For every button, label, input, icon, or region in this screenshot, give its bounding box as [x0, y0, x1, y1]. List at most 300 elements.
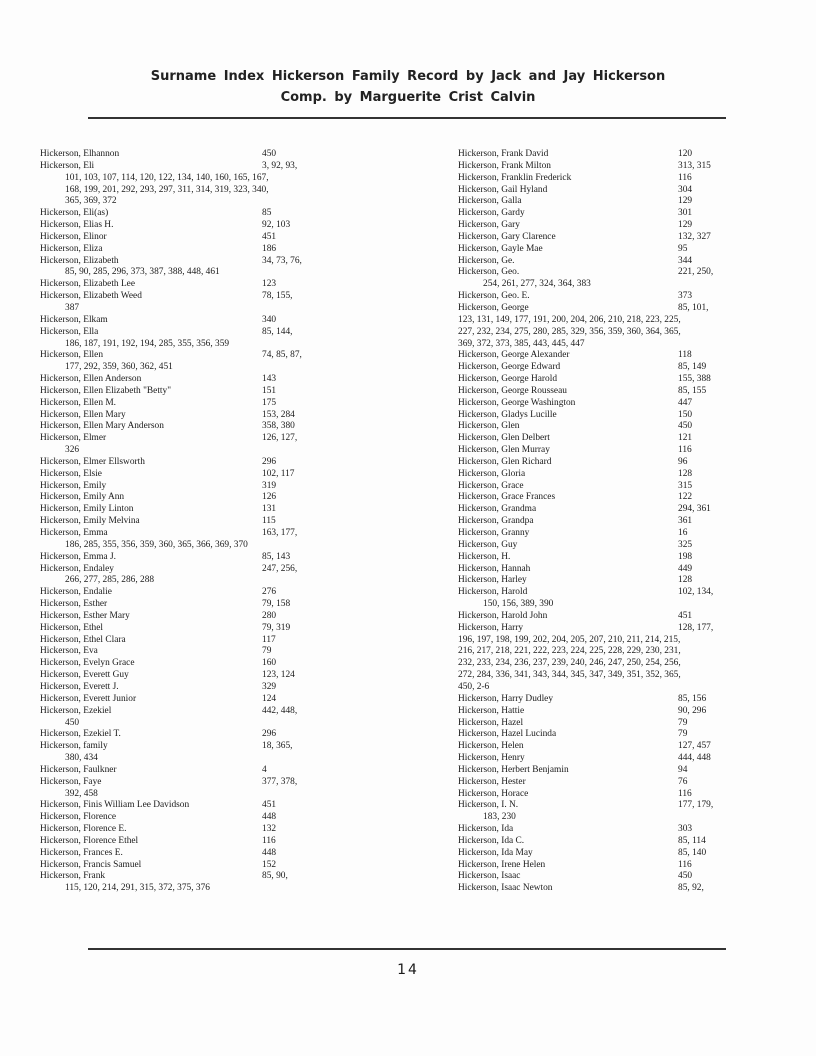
entry-name: Hickerson, Ella — [40, 326, 99, 337]
entry-name: Hickerson, Irene Helen — [458, 859, 546, 870]
index-entry — [458, 504, 740, 516]
entry-pages: 18, 365, — [262, 741, 293, 752]
entry-name: Hickerson, Ellen Elizabeth "Betty" — [40, 385, 172, 396]
index-entry — [40, 682, 340, 694]
entry-name: Hickerson, Endaley — [40, 563, 114, 574]
entry-name: Hickerson, Elinor — [40, 231, 107, 242]
header-subtitle: Comp. by Marguerite Crist Calvin — [280, 90, 536, 105]
entry-pages: 118 — [678, 350, 692, 361]
index-entry — [40, 528, 340, 540]
entry-name: Hickerson, Emily — [40, 480, 107, 491]
entry-name: Hickerson, George Edward — [458, 362, 561, 373]
entry-name: Hickerson, Hannah — [458, 563, 531, 574]
entry-pages: 198 — [678, 551, 693, 562]
entry-pages: 79, 158 — [262, 599, 291, 610]
entry-name: Hickerson, Harold — [458, 587, 528, 598]
entry-pages: 85, 140 — [678, 847, 707, 858]
index-entry — [458, 552, 740, 564]
index-entry — [458, 860, 740, 872]
index-entry — [40, 729, 340, 741]
index-entry — [40, 883, 340, 895]
entry-pages: 117 — [262, 634, 276, 645]
entry-pages: 85, 149 — [678, 362, 707, 373]
index-entry — [458, 339, 740, 351]
index-entry — [458, 492, 740, 504]
entry-name: Hickerson, H. — [458, 551, 511, 562]
index-entry — [458, 670, 740, 682]
entry-pages: 126 — [262, 492, 277, 503]
entry-name: Hickerson, Ida May — [458, 847, 533, 858]
entry-name: Hickerson, Granny — [458, 528, 530, 538]
index-entry — [40, 469, 340, 481]
entry-name: Hickerson, Galla — [458, 196, 522, 207]
entry-pages-continued: 115, 120, 214, 291, 315, 372, 375, 376 — [65, 883, 210, 894]
entry-pages: 127, 457 — [678, 741, 711, 752]
index-entry — [40, 303, 340, 315]
index-entry — [40, 339, 340, 351]
entry-pages: 325 — [678, 539, 693, 550]
top-divider — [88, 117, 726, 119]
index-entry — [40, 161, 340, 173]
entry-pages-continued: 365, 369, 372 — [65, 196, 117, 207]
entry-pages: 450 — [678, 871, 693, 882]
entry-name: Hickerson, Geo. E. — [458, 291, 530, 302]
entry-name: Hickerson, George Rousseau — [458, 385, 567, 396]
index-entry — [458, 599, 740, 611]
entry-pages-continued: 450, 2-6 — [458, 681, 490, 692]
entry-name: Hickerson, Florence Ethel — [40, 835, 139, 846]
index-entry — [458, 871, 740, 883]
entry-pages: 153, 284 — [262, 409, 295, 420]
entry-name: Hickerson, Glen Richard — [458, 456, 552, 467]
entry-name: Hickerson, Grace — [458, 480, 524, 491]
index-entry — [458, 528, 740, 540]
entry-name: Hickerson, family — [40, 741, 108, 752]
index-entry — [40, 208, 340, 220]
header-title: Surname Index Hickerson Family Record by Jack and Jay Hickerson — [150, 69, 666, 84]
entry-pages: 95 — [678, 243, 688, 254]
entry-pages-continued: 380, 434 — [65, 753, 98, 764]
entry-pages: 4 — [262, 764, 267, 775]
entry-name: Hickerson, Ellen — [40, 350, 104, 361]
entry-pages: 150 — [678, 409, 693, 420]
entry-pages: 76 — [678, 776, 688, 787]
index-entry — [458, 481, 740, 493]
index-entry — [40, 718, 340, 730]
index-entry — [40, 374, 340, 386]
entry-name: Hickerson, Emily Melvina — [40, 516, 140, 527]
entry-name: Hickerson, Emma — [40, 528, 108, 538]
index-entry — [40, 232, 340, 244]
entry-pages: 16 — [678, 528, 688, 538]
entry-name: Hickerson, Ida C. — [458, 835, 525, 846]
entry-name: Hickerson, Glen Murray — [458, 445, 550, 456]
entry-pages: 121 — [678, 433, 693, 444]
entry-pages: 85, 101, — [678, 302, 709, 313]
entry-pages: 155, 388 — [678, 374, 711, 385]
index-entry — [458, 279, 740, 291]
entry-name: Hickerson, I. N. — [458, 800, 519, 811]
entry-name: Hickerson, Frances E. — [40, 847, 123, 858]
entry-name: Hickerson, Everett J. — [40, 681, 119, 692]
entry-name: Hickerson, Harold John — [458, 610, 548, 621]
entry-name: Hickerson, Hattie — [458, 705, 525, 716]
entry-pages: 85, 143 — [262, 551, 291, 562]
entry-pages: 450 — [262, 149, 277, 159]
entry-name: Hickerson, Ezekiel T. — [40, 729, 121, 740]
index-entry — [40, 315, 340, 327]
entry-name: Hickerson, Endalie — [40, 587, 112, 598]
entry-name: Hickerson, Hazel Lucinda — [458, 729, 557, 740]
entry-pages: 85, 144, — [262, 326, 293, 337]
entry-pages-continued: 101, 103, 107, 114, 120, 122, 134, 140, 160, 165, 167, — [65, 172, 269, 183]
index-entry — [458, 410, 740, 422]
entry-name: Hickerson, Gail Hyland — [458, 184, 548, 195]
index-entry — [40, 670, 340, 682]
entry-pages: 94 — [678, 764, 688, 775]
index-entry — [458, 587, 740, 599]
entry-pages-continued: 186, 285, 355, 356, 359, 360, 365, 366, 369, 370 — [65, 539, 248, 550]
entry-pages: 163, 177, — [262, 528, 298, 538]
index-entry — [40, 421, 340, 433]
entry-pages: 74, 85, 87, — [262, 350, 302, 361]
entry-name: Hickerson, Eliza — [40, 243, 103, 254]
entry-pages: 116 — [262, 835, 276, 846]
entry-pages-continued: 216, 217, 218, 221, 222, 223, 224, 225, 228, 229, 230, 231, — [458, 646, 681, 657]
entry-pages: 132 — [262, 824, 277, 835]
entry-name: Hickerson, Horace — [458, 788, 529, 799]
index-entry — [458, 753, 740, 765]
entry-pages: 96 — [678, 456, 688, 467]
index-entry — [40, 291, 340, 303]
entry-name: Hickerson, Geo. — [458, 267, 520, 278]
entry-pages: 123 — [262, 279, 277, 290]
index-entry — [40, 706, 340, 718]
entry-pages: 90, 296 — [678, 705, 707, 716]
entry-name: Hickerson, George Harold — [458, 374, 558, 385]
index-entry — [40, 196, 340, 208]
index-entry — [458, 718, 740, 730]
entry-name: Hickerson, Hester — [458, 776, 526, 787]
entry-name: Hickerson, Ellen Anderson — [40, 374, 142, 385]
entry-name: Hickerson, Elkam — [40, 314, 108, 325]
entry-name: Hickerson, Frank Milton — [458, 160, 551, 171]
entry-pages: 85, 92, — [678, 883, 704, 894]
entry-name: Hickerson, Ellen Mary — [40, 409, 126, 420]
index-entry — [458, 232, 740, 244]
entry-pages-continued: 272, 284, 336, 341, 343, 344, 345, 347, 349, 351, 352, 365, — [458, 670, 681, 681]
entry-pages: 152 — [262, 859, 277, 870]
index-entry — [40, 777, 340, 789]
entry-pages: 247, 256, — [262, 563, 298, 574]
index-entry — [40, 279, 340, 291]
entry-name: Hickerson, Everett Junior — [40, 693, 137, 704]
entry-pages: 377, 378, — [262, 776, 298, 787]
entry-pages: 447 — [678, 397, 693, 408]
entry-pages-continued: 227, 232, 234, 275, 280, 285, 329, 356, 359, 360, 364, 365, — [458, 326, 681, 337]
index-entry — [40, 765, 340, 777]
entry-name: Hickerson, Gladys Lucille — [458, 409, 557, 420]
entry-pages-continued: 326 — [65, 445, 80, 456]
entry-pages-continued: 123, 131, 149, 177, 191, 200, 204, 206, 210, 218, 223, 225, — [458, 314, 681, 325]
entry-name: Hickerson, Isaac Newton — [458, 883, 553, 894]
index-entry — [458, 256, 740, 268]
entry-name: Hickerson, Grandpa — [458, 516, 534, 527]
index-entry — [458, 777, 740, 789]
entry-name: Hickerson, George Washington — [458, 397, 576, 408]
entry-name: Hickerson, Eli(as) — [40, 208, 109, 219]
index-entry — [458, 824, 740, 836]
entry-pages: 116 — [678, 859, 692, 870]
index-entry — [40, 492, 340, 504]
index-entry — [40, 327, 340, 339]
entry-name: Hickerson, George Alexander — [458, 350, 570, 361]
index-entry — [40, 658, 340, 670]
entry-name: Hickerson, Elizabeth Weed — [40, 291, 142, 302]
index-entry — [458, 362, 740, 374]
entry-pages: 294, 361 — [678, 504, 711, 515]
index-entry — [40, 410, 340, 422]
index-entry — [458, 812, 740, 824]
index-entry — [40, 149, 340, 161]
entry-pages: 79, 319 — [262, 622, 291, 633]
entry-pages-continued: 254, 261, 277, 324, 364, 383 — [483, 279, 591, 290]
index-entry — [40, 611, 340, 623]
index-entry — [458, 386, 740, 398]
index-entry — [458, 244, 740, 256]
entry-name: Hickerson, Finis William Lee Davidson — [40, 800, 190, 811]
index-entry — [458, 421, 740, 433]
index-entry — [40, 173, 340, 185]
entry-name: Hickerson, Gayle Mae — [458, 243, 543, 254]
index-entry — [458, 161, 740, 173]
entry-name: Hickerson, Elizabeth Lee — [40, 279, 136, 290]
index-entry — [458, 682, 740, 694]
entry-pages: 129 — [678, 220, 693, 231]
index-entry — [40, 800, 340, 812]
entry-name: Hickerson, Elsie — [40, 468, 102, 479]
entry-pages: 129 — [678, 196, 693, 207]
index-entry — [40, 812, 340, 824]
entry-name: Hickerson, Everett Guy — [40, 670, 129, 681]
index-entry — [40, 362, 340, 374]
entry-name: Hickerson, Ge. — [458, 255, 515, 266]
entry-name: Hickerson, Elizabeth — [40, 255, 119, 266]
entry-pages: 280 — [262, 610, 277, 621]
page-header — [88, 66, 728, 108]
entry-pages: 303 — [678, 824, 693, 835]
index-entry — [40, 516, 340, 528]
entry-pages: 344 — [678, 255, 693, 266]
index-column-right — [458, 149, 740, 895]
entry-pages: 276 — [262, 587, 277, 598]
entry-pages: 116 — [678, 788, 692, 799]
entry-name: Hickerson, Gardy — [458, 208, 525, 219]
index-entry — [458, 208, 740, 220]
index-entry — [40, 445, 340, 457]
entry-pages: 186 — [262, 243, 277, 254]
index-entry — [458, 575, 740, 587]
index-entry — [40, 646, 340, 658]
index-entry — [40, 267, 340, 279]
page-number: 14 — [397, 962, 419, 978]
index-entry — [458, 694, 740, 706]
entry-name: Hickerson, Gary — [458, 220, 520, 231]
index-entry — [40, 552, 340, 564]
index-entry — [458, 646, 740, 658]
entry-name: Hickerson, Emily Ann — [40, 492, 125, 503]
entry-name: Hickerson, Harry — [458, 622, 524, 633]
index-entry — [458, 658, 740, 670]
entry-pages: 132, 327 — [678, 231, 711, 242]
entry-name: Hickerson, Faye — [40, 776, 102, 787]
entry-pages: 296 — [262, 456, 277, 467]
index-entry — [458, 800, 740, 812]
entry-name: Hickerson, Isaac — [458, 871, 521, 882]
entry-pages: 329 — [262, 681, 277, 692]
index-entry — [458, 741, 740, 753]
index-entry — [458, 469, 740, 481]
entry-pages: 79 — [262, 646, 272, 657]
entry-name: Hickerson, Florence E. — [40, 824, 127, 835]
entry-pages: 34, 73, 76, — [262, 255, 302, 266]
entry-name: Hickerson, Herbert Benjamin — [458, 764, 569, 775]
entry-name: Hickerson, Ezekiel — [40, 705, 112, 716]
index-entry — [40, 220, 340, 232]
entry-name: Hickerson, Evelyn Grace — [40, 658, 135, 669]
entry-name: Hickerson, Elhannon — [40, 149, 120, 159]
entry-name: Hickerson, Eva — [40, 646, 98, 657]
entry-pages: 92, 103 — [262, 220, 291, 231]
index-entry — [40, 694, 340, 706]
entry-pages: 301 — [678, 208, 693, 219]
entry-pages: 319 — [262, 480, 277, 491]
entry-name: Hickerson, Ellen Mary Anderson — [40, 421, 164, 432]
entry-pages: 448 — [262, 847, 277, 858]
entry-pages: 85, 114 — [678, 835, 706, 846]
entry-name: Hickerson, Ida — [458, 824, 514, 835]
index-entry — [40, 871, 340, 883]
entry-pages: 128 — [678, 575, 693, 586]
entry-pages: 373 — [678, 291, 693, 302]
entry-name: Hickerson, Gary Clarence — [458, 231, 556, 242]
entry-pages: 85 — [262, 208, 272, 219]
entry-pages: 102, 134, — [678, 587, 714, 598]
entry-pages: 123, 124 — [262, 670, 295, 681]
entry-name: Hickerson, Esther Mary — [40, 610, 130, 621]
entry-name: Hickerson, Hazel — [458, 717, 524, 728]
entry-name: Hickerson, Harry Dudley — [458, 693, 554, 704]
entry-pages: 450 — [678, 421, 693, 432]
index-entry — [458, 374, 740, 386]
entry-pages: 442, 448, — [262, 705, 298, 716]
entry-pages: 115 — [262, 516, 276, 527]
entry-pages: 361 — [678, 516, 693, 527]
index-entry — [40, 481, 340, 493]
index-entry — [40, 623, 340, 635]
entry-name: Hickerson, Gloria — [458, 468, 526, 479]
index-entry — [458, 303, 740, 315]
entry-pages: 126, 127, — [262, 433, 298, 444]
index-entry — [40, 824, 340, 836]
entry-name: Hickerson, Elias H. — [40, 220, 114, 231]
index-entry — [40, 256, 340, 268]
index-entry — [458, 220, 740, 232]
index-entry — [458, 789, 740, 801]
entry-name: Hickerson, Florence — [40, 812, 117, 823]
entry-pages: 151 — [262, 385, 277, 396]
index-entry — [40, 350, 340, 362]
entry-name: Hickerson, Eli — [40, 160, 95, 171]
entry-pages-continued: 232, 233, 234, 236, 237, 239, 240, 246, 247, 250, 254, 256, — [458, 658, 681, 669]
index-entry — [40, 860, 340, 872]
entry-name: Hickerson, Ethel Clara — [40, 634, 126, 645]
index-entry — [40, 398, 340, 410]
entry-pages: 79 — [678, 717, 688, 728]
entry-pages: 85, 155 — [678, 385, 707, 396]
index-entry — [458, 540, 740, 552]
entry-name: Hickerson, Henry — [458, 753, 525, 764]
index-entry — [458, 185, 740, 197]
entry-pages-continued: 186, 187, 191, 192, 194, 285, 355, 356, 359 — [65, 338, 230, 349]
entry-pages: 451 — [262, 800, 277, 811]
index-entry — [40, 575, 340, 587]
index-entry — [458, 196, 740, 208]
entry-pages: 177, 179, — [678, 800, 714, 811]
entry-pages-continued: 168, 199, 201, 292, 293, 297, 311, 314, 319, 323, 340, — [65, 184, 269, 195]
index-entry — [458, 564, 740, 576]
entry-pages: 116 — [678, 172, 692, 183]
index-entry — [458, 267, 740, 279]
entry-pages-continued: 266, 277, 285, 286, 288 — [65, 575, 155, 586]
index-entry — [40, 789, 340, 801]
entry-pages-continued: 177, 292, 359, 360, 362, 451 — [65, 362, 173, 373]
index-entry — [458, 516, 740, 528]
bottom-divider — [88, 948, 726, 950]
entry-name: Hickerson, Francis Samuel — [40, 859, 142, 870]
index-entry — [458, 611, 740, 623]
index-entry — [458, 883, 740, 895]
entry-name: Hickerson, Guy — [458, 539, 518, 550]
entry-name: Hickerson, Elmer — [40, 433, 107, 444]
entry-pages-continued: 369, 372, 373, 385, 443, 445, 447 — [458, 338, 585, 349]
entry-name: Hickerson, Emma J. — [40, 551, 117, 562]
entry-pages: 358, 380 — [262, 421, 295, 432]
index-entry — [40, 564, 340, 576]
index-entry — [40, 635, 340, 647]
entry-name: Hickerson, Glen Delbert — [458, 433, 550, 444]
entry-pages: 315 — [678, 480, 693, 491]
entry-pages-continued: 387 — [65, 302, 80, 313]
index-entry — [458, 445, 740, 457]
index-entry — [458, 635, 740, 647]
entry-name: Hickerson, Ethel — [40, 622, 104, 633]
entry-pages: 131 — [262, 504, 277, 515]
index-entry — [40, 433, 340, 445]
index-entry — [458, 848, 740, 860]
entry-pages-continued: 85, 90, 285, 296, 373, 387, 388, 448, 461 — [65, 267, 220, 278]
entry-pages: 444, 448 — [678, 753, 711, 764]
entry-pages: 221, 250, — [678, 267, 714, 278]
entry-pages: 160 — [262, 658, 277, 669]
index-entry — [458, 729, 740, 741]
entry-pages: 313, 315 — [678, 160, 711, 171]
index-entry — [40, 599, 340, 611]
index-entry — [40, 587, 340, 599]
index-entry — [458, 623, 740, 635]
index-entry — [40, 848, 340, 860]
index-entry — [40, 185, 340, 197]
